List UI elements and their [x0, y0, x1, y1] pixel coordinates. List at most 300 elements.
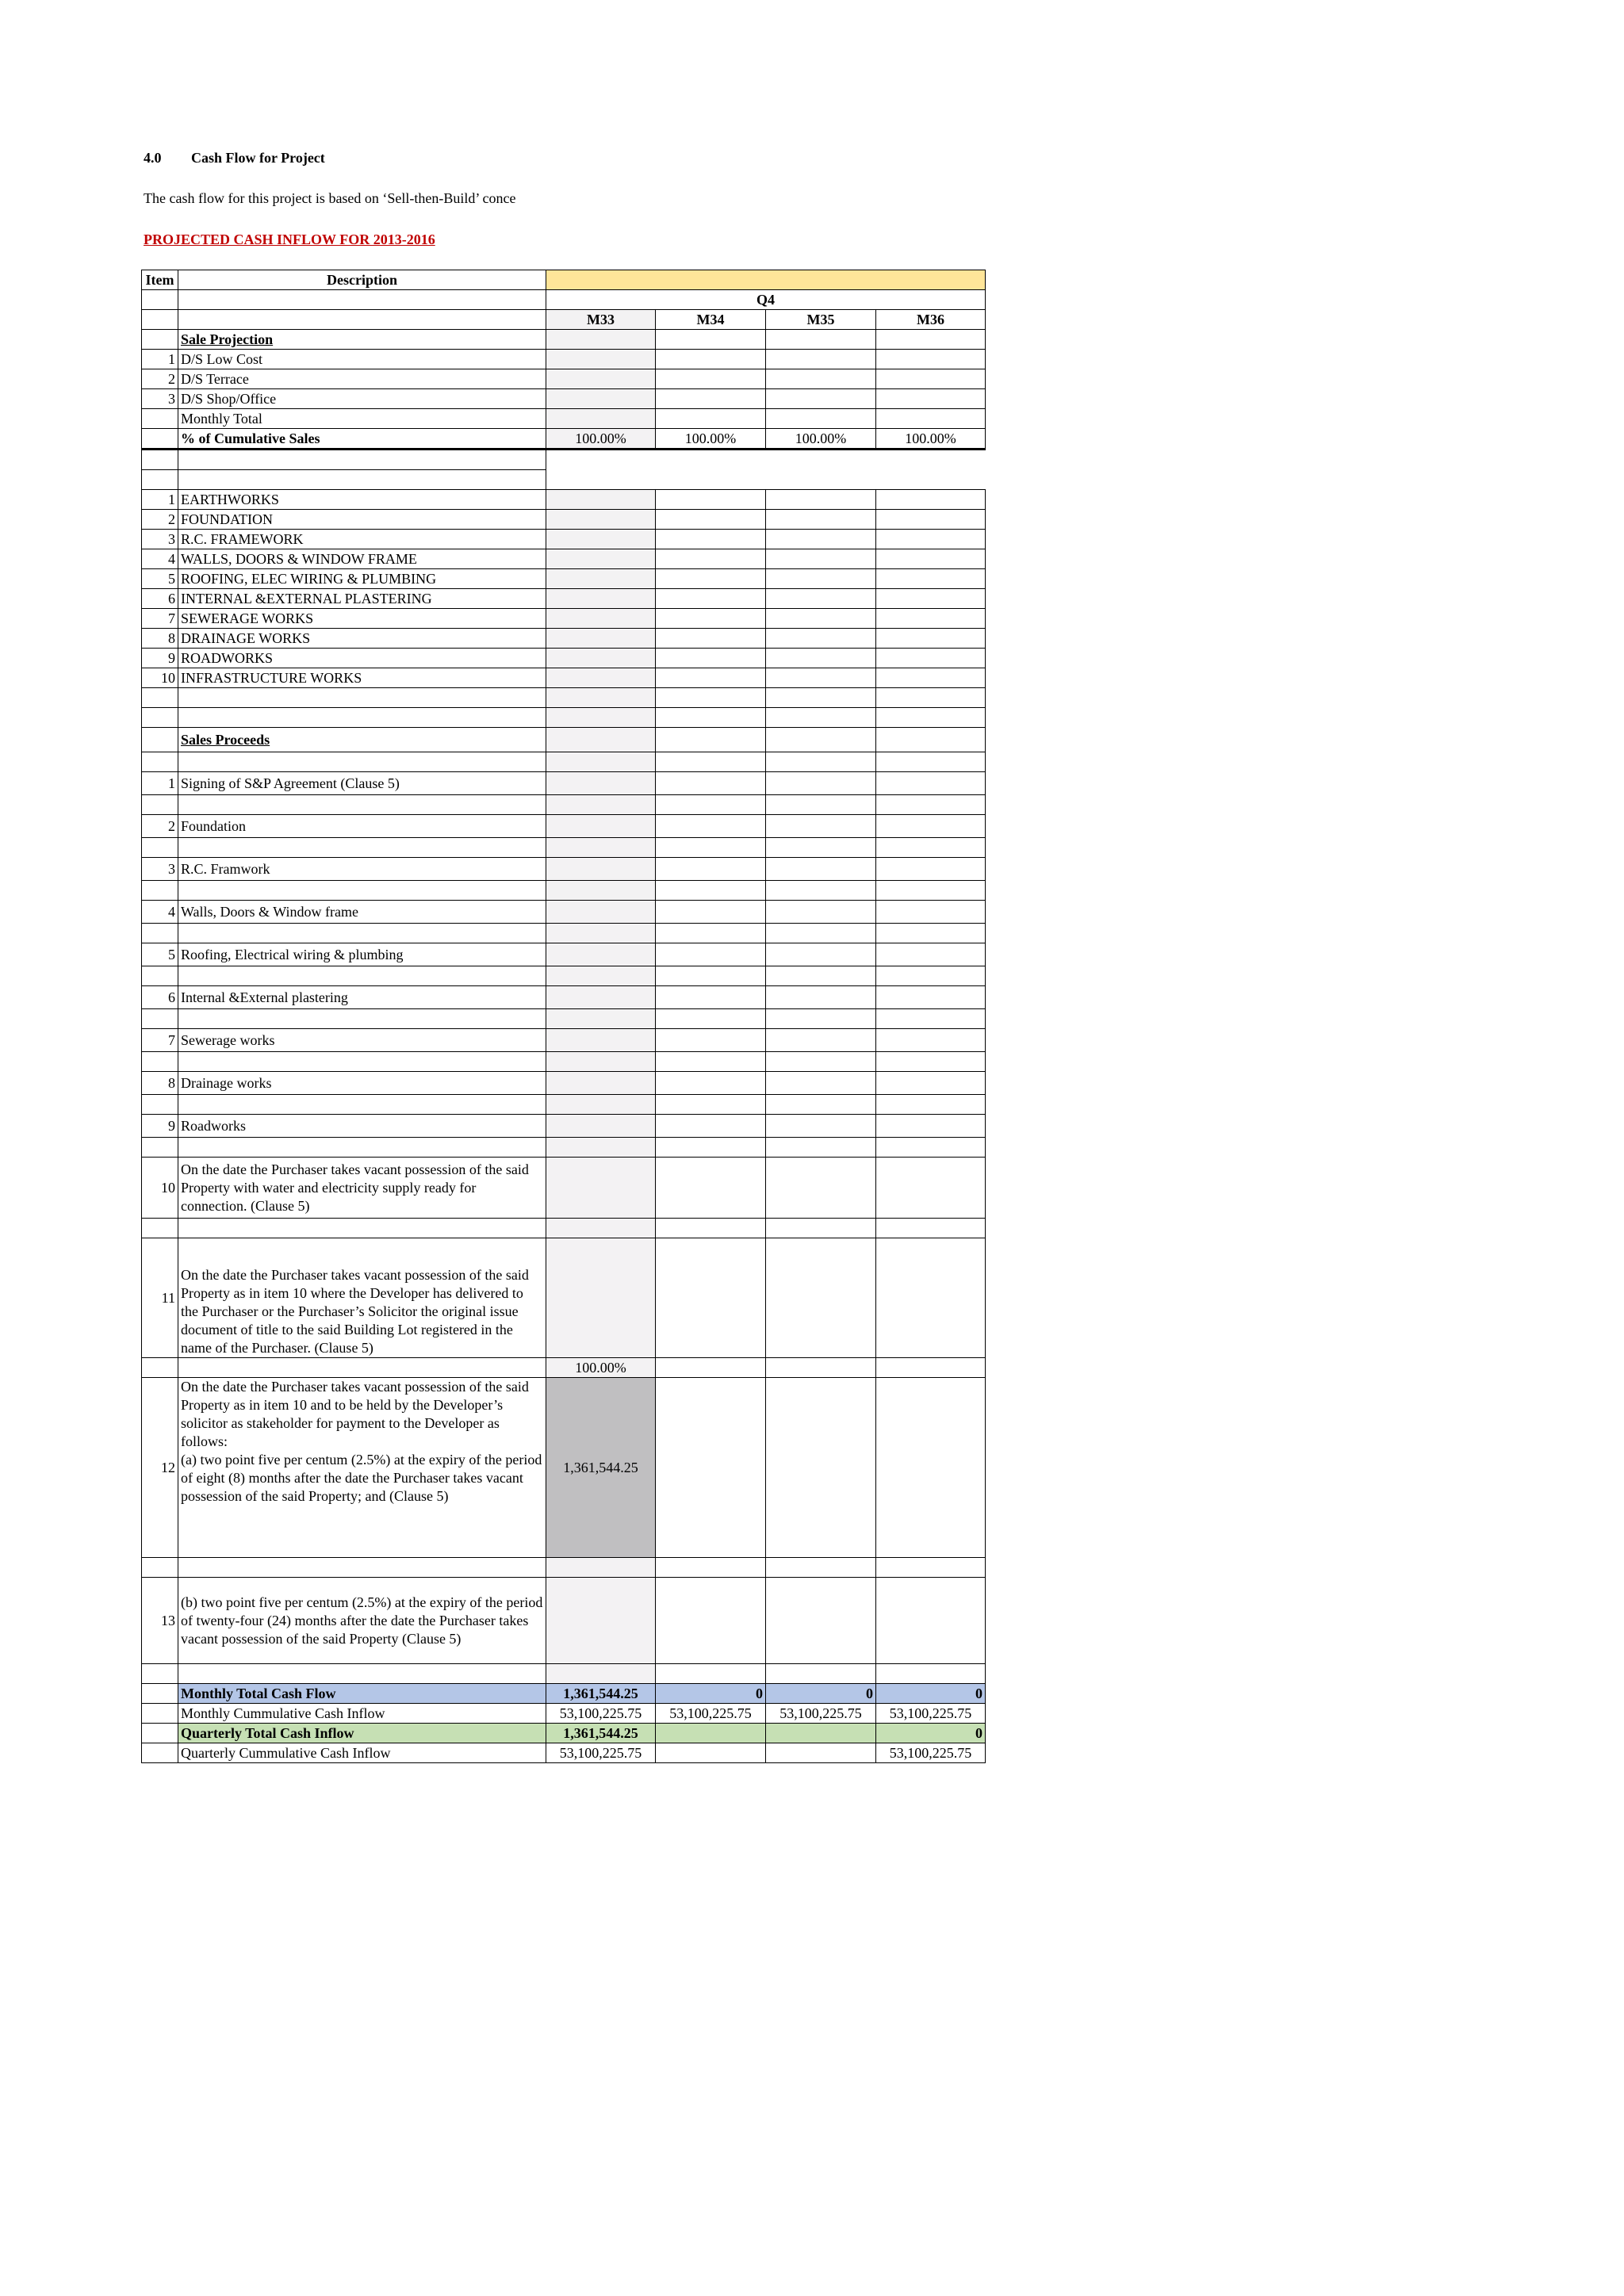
- proceeds-description: Sewerage works: [178, 1029, 546, 1052]
- works-row: [142, 609, 986, 629]
- works-row: [142, 629, 986, 649]
- item-number: 1: [142, 772, 178, 795]
- work-description: R.C. FRAMEWORK: [178, 530, 546, 549]
- cell: [178, 688, 546, 708]
- month-cell-m35: [766, 389, 876, 409]
- month-cell-m35: [766, 752, 876, 772]
- works-row: [142, 589, 986, 609]
- month-cell-m35: [766, 1138, 876, 1158]
- sales-proceeds-row: [142, 1072, 986, 1095]
- sales-proceeds-item13: [142, 1578, 986, 1664]
- month-cell-m34: [656, 1095, 766, 1115]
- month-cell-m34: [656, 924, 766, 943]
- month-cell-m36: [876, 943, 986, 966]
- spacer-row: [142, 450, 986, 470]
- blank-row: [142, 838, 986, 858]
- proceeds-description: (b) two point five per centum (2.5%) at the expiry of the period of twenty-four (24) months after the date the Purchaser takes vacant possession of the said Property (Clause 5): [178, 1578, 546, 1664]
- blank-row: [142, 881, 986, 901]
- month-cell-m34: [656, 966, 766, 986]
- month-cell-m34: [656, 510, 766, 530]
- month-cell-m33: [546, 708, 656, 728]
- month-cell-m36: [876, 1072, 986, 1095]
- cell: [178, 752, 546, 772]
- item-number: 10: [142, 1158, 178, 1219]
- month-cell-m33: [546, 369, 656, 389]
- month-cell-m34: [656, 369, 766, 389]
- month-cell-m35: [766, 966, 876, 986]
- cumulative-sales-value: 100.00%: [876, 429, 986, 450]
- month-cell-m36: [876, 1558, 986, 1578]
- sale-projection-row: [142, 350, 986, 369]
- month-cell-m35: [766, 1664, 876, 1684]
- month-cell-m33: [546, 350, 656, 369]
- item-number: 10: [142, 668, 178, 688]
- cell: [178, 470, 546, 490]
- blank-row: [142, 708, 986, 728]
- cell: [142, 1684, 178, 1704]
- month-cell-m34: [656, 409, 766, 429]
- blank-row: [142, 1138, 986, 1158]
- month-cell-m33: [546, 858, 656, 881]
- month-cell-m35: [766, 569, 876, 589]
- month-cell-m36: [876, 330, 986, 350]
- month-cell-m33: [546, 530, 656, 549]
- spacer-row: [142, 470, 986, 490]
- month-cell-m35: [766, 1158, 876, 1219]
- monthly-cumulative-value: 53,100,225.75: [546, 1704, 656, 1724]
- month-cell-m36: [876, 649, 986, 668]
- month-cell-m36: [876, 901, 986, 924]
- month-cell-m35: [766, 589, 876, 609]
- month-cell-m34: [656, 881, 766, 901]
- cell: [876, 1378, 986, 1558]
- cumulative-sales-label: % of Cumulative Sales: [178, 429, 546, 450]
- blank-row: [142, 924, 986, 943]
- month-cell-m36: [876, 530, 986, 549]
- month-cell-m35: [766, 369, 876, 389]
- sales-proceeds-row: [142, 901, 986, 924]
- month-cell-m33: [546, 901, 656, 924]
- month-cell-m34: [656, 858, 766, 881]
- month-cell-m34: [656, 350, 766, 369]
- quarterly-total-value: [766, 1724, 876, 1743]
- sale-projection-row: [142, 409, 986, 429]
- month-cell-m35: [766, 1219, 876, 1238]
- cell: [142, 450, 178, 470]
- month-cell-m33: [546, 649, 656, 668]
- month-cell-m35: [766, 986, 876, 1009]
- proceeds-description: Foundation: [178, 815, 546, 838]
- month-cell-m33: [546, 1029, 656, 1052]
- sales-proceeds-row: [142, 772, 986, 795]
- cell: [142, 924, 178, 943]
- month-cell-m36: [876, 549, 986, 569]
- cell: [142, 1052, 178, 1072]
- month-cell-m35: [766, 1558, 876, 1578]
- header-month-row: [142, 310, 986, 330]
- month-cell-m33: [546, 1578, 656, 1664]
- item-number: 4: [142, 901, 178, 924]
- sales-proceeds-row: [142, 986, 986, 1009]
- month-cell-m36: [876, 728, 986, 752]
- cell: [178, 1009, 546, 1029]
- quarterly-cumulative-value: [656, 1743, 766, 1763]
- item-number: [142, 409, 178, 429]
- section-number: 4.0: [144, 150, 162, 166]
- cell: [142, 688, 178, 708]
- blank-row: [142, 1558, 986, 1578]
- proceeds-description: R.C. Framwork: [178, 858, 546, 881]
- item-number: 8: [142, 1072, 178, 1095]
- month-cell-m36: [876, 772, 986, 795]
- month-cell-m33: [546, 688, 656, 708]
- month-cell-m36: [876, 986, 986, 1009]
- month-cell-m36: [876, 1052, 986, 1072]
- blank-row: [142, 1009, 986, 1029]
- cell: [142, 795, 178, 815]
- month-cell-m35: [766, 795, 876, 815]
- header-month-m36: M36: [876, 310, 986, 330]
- cell: [656, 1358, 766, 1378]
- cell: [142, 752, 178, 772]
- cell: [178, 1219, 546, 1238]
- works-row: [142, 490, 986, 510]
- month-cell-m33: [546, 409, 656, 429]
- cell: [546, 470, 986, 490]
- item-description: D/S Shop/Office: [178, 389, 546, 409]
- monthly-total-row: [142, 1684, 986, 1704]
- cell: [142, 1664, 178, 1684]
- work-description: ROADWORKS: [178, 649, 546, 668]
- month-cell-m34: [656, 1138, 766, 1158]
- month-cell-m33: [546, 815, 656, 838]
- month-cell-m36: [876, 1238, 986, 1358]
- month-cell-m35: [766, 772, 876, 795]
- month-cell-m34: [656, 629, 766, 649]
- month-cell-m36: [876, 569, 986, 589]
- month-cell-m34: [656, 1558, 766, 1578]
- quarterly-cumulative-value: 53,100,225.75: [876, 1743, 986, 1763]
- month-cell-m36: [876, 350, 986, 369]
- proceeds-description: On the date the Purchaser takes vacant possession of the said Property as in item 10 and to be held by the Developer’s solicitor as stakeholder for payment to the Developer as follows: (a) two point five per centum (2.5%) at the expiry of the period of eight (8) months after the date the Purchaser takes vacant possession of the said Property; and (Clause 5): [178, 1378, 546, 1558]
- monthly-total-value: 0: [766, 1684, 876, 1704]
- item-description: D/S Terrace: [178, 369, 546, 389]
- item-number: 1: [142, 490, 178, 510]
- blank-row: [142, 1095, 986, 1115]
- month-cell-m34: [656, 1115, 766, 1138]
- month-cell-m33: [546, 1238, 656, 1358]
- cell: [142, 966, 178, 986]
- month-cell-m34: [656, 1219, 766, 1238]
- item-number: 12: [142, 1378, 178, 1558]
- quarterly-total-value: 1,361,544.25: [546, 1724, 656, 1743]
- cell: [178, 924, 546, 943]
- month-cell-m34: [656, 752, 766, 772]
- cell: [178, 450, 546, 470]
- item-number: 11: [142, 1238, 178, 1358]
- work-description: DRAINAGE WORKS: [178, 629, 546, 649]
- cell: [142, 881, 178, 901]
- month-cell-m34: [656, 708, 766, 728]
- month-cell-m35: [766, 815, 876, 838]
- item-number: 9: [142, 1115, 178, 1138]
- month-cell-m36: [876, 1219, 986, 1238]
- header-month-m34: M34: [656, 310, 766, 330]
- item-number: 4: [142, 549, 178, 569]
- month-cell-m36: [876, 966, 986, 986]
- month-cell-m33: [546, 1115, 656, 1138]
- month-cell-m33: [546, 569, 656, 589]
- month-cell-m36: [876, 1664, 986, 1684]
- month-cell-m33: [546, 1138, 656, 1158]
- month-cell-m33: [546, 728, 656, 752]
- month-cell-m36: [876, 815, 986, 838]
- item-number: 3: [142, 389, 178, 409]
- cell: [178, 795, 546, 815]
- cell: [178, 1095, 546, 1115]
- month-cell-m35: [766, 924, 876, 943]
- cell: [766, 1358, 876, 1378]
- month-cell-m34: [656, 589, 766, 609]
- works-row: [142, 569, 986, 589]
- month-cell-m33: [546, 629, 656, 649]
- sales-proceeds-title: Sales Proceeds: [178, 728, 546, 752]
- month-cell-m35: [766, 668, 876, 688]
- month-cell-m33: [546, 1052, 656, 1072]
- cell: [142, 1095, 178, 1115]
- blank-row: [142, 752, 986, 772]
- month-cell-m34: [656, 1052, 766, 1072]
- month-cell-m34: [656, 795, 766, 815]
- quarterly-cumulative-value: [766, 1743, 876, 1763]
- month-cell-m36: [876, 1158, 986, 1219]
- month-cell-m36: [876, 881, 986, 901]
- section-title: Cash Flow for Project: [191, 150, 325, 166]
- cell: [178, 1138, 546, 1158]
- item-number: 2: [142, 815, 178, 838]
- monthly-cumulative-label: Monthly Cummulative Cash Inflow: [178, 1704, 546, 1724]
- month-cell-m35: [766, 330, 876, 350]
- month-cell-m34: [656, 1029, 766, 1052]
- sales-proceeds-row: [142, 943, 986, 966]
- month-cell-m33: [546, 389, 656, 409]
- month-cell-m36: [876, 369, 986, 389]
- cell: [142, 1558, 178, 1578]
- month-cell-m34: [656, 943, 766, 966]
- month-cell-m33: [546, 668, 656, 688]
- month-cell-m36: [876, 589, 986, 609]
- month-cell-m35: [766, 1115, 876, 1138]
- month-cell-m36: [876, 1578, 986, 1664]
- item-number: 7: [142, 1029, 178, 1052]
- month-cell-m33: [546, 838, 656, 858]
- blank-row: [142, 1052, 986, 1072]
- blank-row: [142, 966, 986, 986]
- month-cell-m36: [876, 795, 986, 815]
- month-cell-m36: [876, 688, 986, 708]
- cash-inflow-table: [141, 270, 986, 1763]
- cell: [178, 966, 546, 986]
- sales-proceeds-row: [142, 815, 986, 838]
- month-cell-m36: [876, 708, 986, 728]
- item-number: 6: [142, 589, 178, 609]
- cell: [142, 838, 178, 858]
- item-number: 1: [142, 350, 178, 369]
- month-cell-m33: [546, 589, 656, 609]
- cell: [178, 310, 546, 330]
- month-cell-m35: [766, 838, 876, 858]
- month-cell-m34: [656, 901, 766, 924]
- work-description: FOUNDATION: [178, 510, 546, 530]
- month-cell-m36: [876, 490, 986, 510]
- item12-m33-value: 1,361,544.25: [546, 1378, 656, 1558]
- item-number: 7: [142, 609, 178, 629]
- month-cell-m35: [766, 1052, 876, 1072]
- month-cell-m35: [766, 1238, 876, 1358]
- proceeds-description: On the date the Purchaser takes vacant possession of the said Property with water and electricity supply ready for connection. (Clause 5): [178, 1158, 546, 1219]
- sales-proceeds-row: [142, 858, 986, 881]
- month-cell-m33: [546, 1158, 656, 1219]
- cell: [142, 330, 178, 350]
- month-cell-m36: [876, 1138, 986, 1158]
- month-cell-m34: [656, 1664, 766, 1684]
- month-cell-m34: [656, 330, 766, 350]
- month-cell-m34: [656, 649, 766, 668]
- work-description: ROOFING, ELEC WIRING & PLUMBING: [178, 569, 546, 589]
- month-cell-m35: [766, 549, 876, 569]
- month-cell-m36: [876, 389, 986, 409]
- item-number: 9: [142, 649, 178, 668]
- month-cell-m33: [546, 943, 656, 966]
- month-cell-m36: [876, 1029, 986, 1052]
- sale-projection-title-row: [142, 330, 986, 350]
- quarterly-total-value: 0: [876, 1724, 986, 1743]
- monthly-cumulative-row: [142, 1704, 986, 1724]
- item-number: 3: [142, 858, 178, 881]
- month-cell-m36: [876, 838, 986, 858]
- month-cell-m33: [546, 881, 656, 901]
- month-cell-m35: [766, 708, 876, 728]
- cumulative-sales-value: 100.00%: [766, 429, 876, 450]
- intro-text: The cash flow for this project is based on ‘Sell-then-Build’ conce: [144, 190, 516, 206]
- month-cell-m34: [656, 549, 766, 569]
- month-cell-m36: [876, 510, 986, 530]
- monthly-cumulative-value: 53,100,225.75: [656, 1704, 766, 1724]
- month-cell-m33: [546, 966, 656, 986]
- month-cell-m34: [656, 1578, 766, 1664]
- cell: [766, 1378, 876, 1558]
- month-cell-m33: [546, 772, 656, 795]
- cumulative-sales-value: 100.00%: [656, 429, 766, 450]
- month-cell-m35: [766, 629, 876, 649]
- cell: [142, 708, 178, 728]
- month-cell-m35: [766, 649, 876, 668]
- cell: [178, 1558, 546, 1578]
- cell: [142, 310, 178, 330]
- cell: [142, 1138, 178, 1158]
- sales-proceeds-item12: [142, 1378, 986, 1558]
- header-quarter-row: [142, 290, 986, 310]
- quarterly-total-value: [656, 1724, 766, 1743]
- item-description: D/S Low Cost: [178, 350, 546, 369]
- blank-row: [142, 1664, 986, 1684]
- header-description: Description: [178, 270, 546, 290]
- blank-row: [142, 688, 986, 708]
- month-cell-m34: [656, 1009, 766, 1029]
- cell: [178, 290, 546, 310]
- month-cell-m34: [656, 838, 766, 858]
- quarterly-total-label: Quarterly Total Cash Inflow: [178, 1724, 546, 1743]
- header-month-m33: M33: [546, 310, 656, 330]
- monthly-cumulative-value: 53,100,225.75: [876, 1704, 986, 1724]
- month-cell-m33: [546, 924, 656, 943]
- cell: [656, 1378, 766, 1558]
- header-row: [142, 270, 986, 290]
- month-cell-m35: [766, 510, 876, 530]
- work-description: EARTHWORKS: [178, 490, 546, 510]
- quarterly-total-row: [142, 1724, 986, 1743]
- cell: [178, 708, 546, 728]
- proceeds-description: Signing of S&P Agreement (Clause 5): [178, 772, 546, 795]
- cell: [142, 429, 178, 450]
- cell: [178, 1358, 546, 1378]
- cell: [142, 470, 178, 490]
- quarterly-cumulative-row: [142, 1743, 986, 1763]
- cell: [142, 728, 178, 752]
- month-cell-m34: [656, 668, 766, 688]
- month-cell-m33: [546, 752, 656, 772]
- proceeds-description: Drainage works: [178, 1072, 546, 1095]
- month-cell-m34: [656, 389, 766, 409]
- item-number: 6: [142, 986, 178, 1009]
- monthly-total-value: 0: [656, 1684, 766, 1704]
- month-cell-m35: [766, 490, 876, 510]
- proceeds-description: Walls, Doors & Window frame: [178, 901, 546, 924]
- month-cell-m34: [656, 609, 766, 629]
- cell: [142, 1724, 178, 1743]
- sales-proceeds-row: [142, 1029, 986, 1052]
- cell: [546, 450, 986, 470]
- work-description: INFRASTRUCTURE WORKS: [178, 668, 546, 688]
- monthly-total-label: Monthly Total Cash Flow: [178, 1684, 546, 1704]
- month-cell-m34: [656, 490, 766, 510]
- item-number: 13: [142, 1578, 178, 1664]
- item11-percent: 100.00%: [546, 1358, 656, 1378]
- quarterly-cumulative-label: Quarterly Cummulative Cash Inflow: [178, 1743, 546, 1763]
- sales-proceeds-title-row: [142, 728, 986, 752]
- works-row: [142, 549, 986, 569]
- proceeds-description: Internal &External plastering: [178, 986, 546, 1009]
- cell: [142, 1704, 178, 1724]
- item-number: 8: [142, 629, 178, 649]
- month-cell-m33: [546, 609, 656, 629]
- month-cell-m35: [766, 1029, 876, 1052]
- sale-projection-row: [142, 369, 986, 389]
- month-cell-m35: [766, 881, 876, 901]
- month-cell-m36: [876, 1009, 986, 1029]
- item-number: 2: [142, 510, 178, 530]
- month-cell-m35: [766, 609, 876, 629]
- header-period-band: [546, 270, 986, 290]
- month-cell-m34: [656, 1238, 766, 1358]
- cell: [178, 881, 546, 901]
- month-cell-m36: [876, 924, 986, 943]
- month-cell-m35: [766, 858, 876, 881]
- cell: [142, 1219, 178, 1238]
- cell: [178, 838, 546, 858]
- month-cell-m36: [876, 752, 986, 772]
- item-number: 5: [142, 943, 178, 966]
